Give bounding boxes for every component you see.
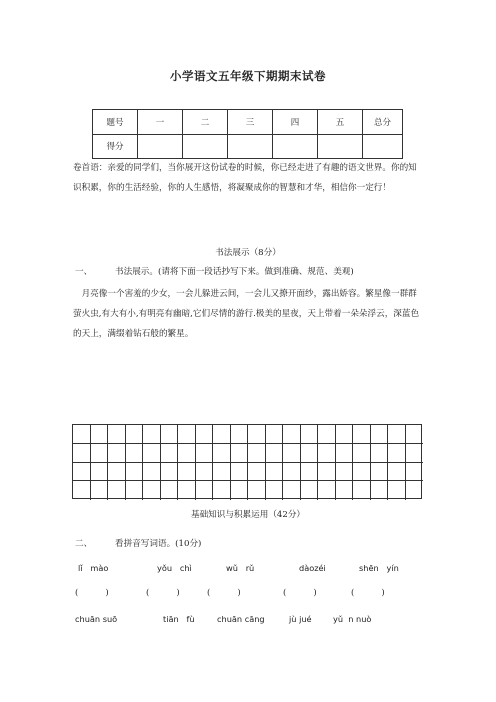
grid-cell[interactable]: [336, 425, 354, 444]
grid-cell[interactable]: [73, 463, 91, 482]
grid-cell[interactable]: [318, 481, 336, 500]
calligraphy-heading: 书法展示（8分）: [215, 248, 281, 258]
pinyin-item: dàozéi: [299, 563, 326, 573]
score-cell[interactable]: [138, 134, 183, 159]
grid-cell[interactable]: [353, 425, 371, 444]
grid-cell[interactable]: [248, 463, 266, 482]
answer-blank[interactable]: ( ): [75, 588, 109, 598]
grid-cell[interactable]: [91, 463, 109, 482]
answer-blank[interactable]: ( ): [283, 588, 317, 598]
grid-cell[interactable]: [213, 444, 231, 463]
grid-cell[interactable]: [371, 425, 389, 444]
grid-cell[interactable]: [406, 425, 424, 444]
score-row-label: 得分: [93, 134, 138, 159]
header-cell: 三: [228, 110, 273, 135]
grid-cell[interactable]: [108, 463, 126, 482]
grid-cell[interactable]: [178, 444, 196, 463]
intro-paragraph: 卷首语：亲爱的同学们，当你展开这份试卷的时候，你已经走进了有趣的语文世界。你的知识积累，你的生活经验，你的人生感悟，将凝聚成你的智慧和才华，相信你一定行！: [73, 163, 417, 193]
header-cell: 一: [138, 110, 183, 135]
grid-cell[interactable]: [213, 425, 231, 444]
grid-cell[interactable]: [388, 463, 406, 482]
grid-cell[interactable]: [231, 463, 249, 482]
grid-cell[interactable]: [266, 444, 284, 463]
score-cell[interactable]: [363, 134, 403, 159]
grid-cell[interactable]: [266, 481, 284, 500]
grid-cell[interactable]: [73, 425, 91, 444]
question-number: 一、: [75, 267, 93, 277]
grid-cell[interactable]: [108, 481, 126, 500]
grid-cell[interactable]: [126, 481, 144, 500]
question-number: 二、: [75, 539, 93, 549]
grid-cell[interactable]: [161, 481, 179, 500]
pinyin-item: yǔ n nuò: [333, 614, 372, 624]
pinyin-item: shēn yín: [359, 563, 399, 573]
header-cell: 五: [318, 110, 363, 135]
grid-cell[interactable]: [336, 463, 354, 482]
calligraphy-question: [75, 265, 354, 277]
grid-cell[interactable]: [266, 425, 284, 444]
pinyin-item: lǐ mào: [78, 563, 109, 573]
grid-cell[interactable]: [143, 481, 161, 500]
grid-cell[interactable]: [371, 463, 389, 482]
grid-cell[interactable]: [353, 444, 371, 463]
grid-cell[interactable]: [178, 481, 196, 500]
pinyin-item: yǒu chì: [157, 563, 192, 573]
header-cell: 四: [273, 110, 318, 135]
grid-cell[interactable]: [143, 463, 161, 482]
grid-cell[interactable]: [73, 481, 91, 500]
grid-cell[interactable]: [91, 425, 109, 444]
score-cell[interactable]: [183, 134, 228, 159]
grid-cell[interactable]: [231, 481, 249, 500]
pinyin-item: chuān suō: [75, 614, 118, 624]
pinyin-item: jù jué: [289, 614, 312, 624]
grid-cell[interactable]: [336, 481, 354, 500]
grid-cell[interactable]: [388, 425, 406, 444]
grid-cell[interactable]: [283, 463, 301, 482]
grid-cell[interactable]: [178, 463, 196, 482]
grid-cell[interactable]: [301, 463, 319, 482]
grid-cell[interactable]: [371, 481, 389, 500]
grid-cell[interactable]: [126, 425, 144, 444]
grid-cell[interactable]: [143, 425, 161, 444]
pinyin-item: wǔ rǔ: [226, 563, 255, 573]
grid-cell[interactable]: [213, 481, 231, 500]
answer-blank[interactable]: ( ): [207, 588, 241, 598]
pinyin-item: chuān cāng: [217, 614, 265, 624]
score-cell[interactable]: [228, 134, 273, 159]
writing-grid[interactable]: [72, 424, 422, 499]
score-cell[interactable]: [273, 134, 318, 159]
grid-cell[interactable]: [108, 425, 126, 444]
grid-cell[interactable]: [353, 463, 371, 482]
grid-cell[interactable]: [213, 463, 231, 482]
grid-cell[interactable]: [388, 444, 406, 463]
grid-cell[interactable]: [143, 444, 161, 463]
grid-cell[interactable]: [283, 444, 301, 463]
answer-blank[interactable]: ( ): [146, 588, 180, 598]
pinyin-item: tiān fù: [163, 614, 195, 624]
grid-cell[interactable]: [353, 481, 371, 500]
grid-cell[interactable]: [406, 481, 424, 500]
basics-heading: 基础知识与积累运用（42分）: [190, 510, 306, 520]
grid-cell[interactable]: [283, 425, 301, 444]
grid-cell[interactable]: [266, 463, 284, 482]
grid-cell[interactable]: [73, 444, 91, 463]
grid-cell[interactable]: [161, 425, 179, 444]
grid-cell[interactable]: [91, 481, 109, 500]
grid-cell[interactable]: [248, 481, 266, 500]
exam-title: 小学语文五年级下期期末试卷: [170, 69, 326, 83]
grid-cell[interactable]: [161, 444, 179, 463]
grid-cell[interactable]: [248, 444, 266, 463]
grid-cell[interactable]: [388, 481, 406, 500]
grid-cell[interactable]: [161, 463, 179, 482]
grid-cell[interactable]: [196, 425, 214, 444]
grid-cell[interactable]: [248, 425, 266, 444]
score-cell[interactable]: [318, 134, 363, 159]
grid-cell[interactable]: [196, 463, 214, 482]
grid-cell[interactable]: [318, 425, 336, 444]
grid-cell[interactable]: [108, 444, 126, 463]
score-table: [92, 109, 403, 159]
score-table-header-row: [93, 110, 403, 135]
question-instruction: 书法展示。(请将下面一段话抄写下来。做到准确、规范、美观): [115, 267, 354, 277]
grid-cell[interactable]: [178, 425, 196, 444]
grid-cell[interactable]: [406, 444, 424, 463]
grid-cell[interactable]: [196, 481, 214, 500]
grid-cell[interactable]: [231, 425, 249, 444]
answer-blank[interactable]: ( ): [351, 588, 385, 598]
grid-cell[interactable]: [318, 463, 336, 482]
grid-cell[interactable]: [283, 481, 301, 500]
calligraphy-passage: 月亮像一个害羞的少女，一会儿躲进云间，一会儿又撩开面纱，露出娇容。繁星像一群群萤火虫,有大有小,有明亮有幽暗,它们尽情的游行.极美的星夜，天上带着一朵朵浮云，深蓝色的天上，满缀着钻石般的繁星。: [73, 289, 420, 339]
grid-cell[interactable]: [301, 481, 319, 500]
grid-cell[interactable]: [196, 444, 214, 463]
grid-cell[interactable]: [301, 444, 319, 463]
grid-cell[interactable]: [126, 444, 144, 463]
question-instruction: 看拼音写词语。(10分): [115, 539, 202, 549]
grid-cell[interactable]: [406, 463, 424, 482]
grid-cell[interactable]: [371, 444, 389, 463]
header-cell: 题号: [93, 110, 138, 135]
header-cell: 二: [183, 110, 228, 135]
grid-cell[interactable]: [126, 463, 144, 482]
header-cell: 总分: [363, 110, 403, 135]
grid-cell[interactable]: [231, 444, 249, 463]
pinyin-question: [75, 537, 201, 549]
grid-cell[interactable]: [318, 444, 336, 463]
grid-cell[interactable]: [336, 444, 354, 463]
grid-cell[interactable]: [91, 444, 109, 463]
score-table-score-row: [93, 134, 403, 159]
grid-cell[interactable]: [301, 425, 319, 444]
